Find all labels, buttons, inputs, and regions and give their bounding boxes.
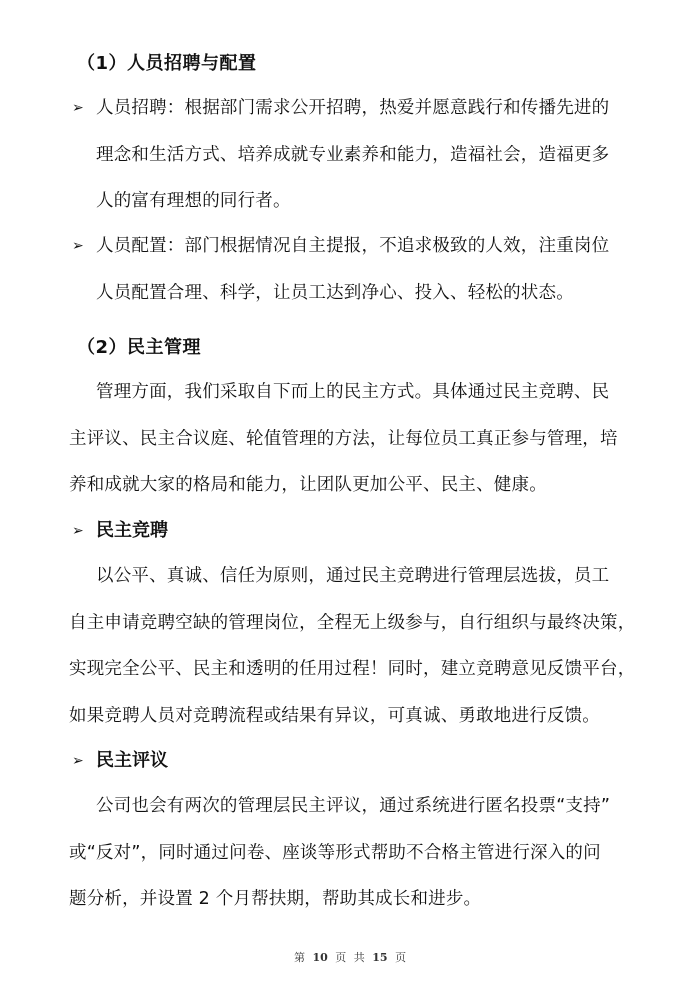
bullet-arrow-icon: ➢ — [72, 100, 84, 116]
section-heading-recruitment: （1）人员招聘与配置 — [77, 53, 257, 74]
text-line: 如果竞聘人员对竞聘流程或结果有异议，可真诚、勇敢地进行反馈。 — [69, 706, 600, 726]
text-line: 实现完全公平、民主和透明的任用过程！同时，建立竞聘意见反馈平台， — [69, 659, 636, 679]
subheading-democratic-evaluation: 民主评议 — [96, 750, 168, 771]
section-heading-democratic-management: （2）民主管理 — [77, 337, 202, 358]
text-line: 管理方面，我们采取自下而上的民主方式。具体通过民主竞聘、民 — [96, 382, 610, 402]
subheading-democratic-election: 民主竞聘 — [96, 520, 168, 541]
text-line: 公司也会有两次的管理层民主评议，通过系统进行匿名投票“支持” — [96, 796, 611, 816]
bullet-arrow-icon: ➢ — [72, 523, 84, 539]
text-line: 以公平、真诚、信任为原则，通过民主竞聘进行管理层选拔，员工 — [96, 566, 610, 586]
text-line: 题分析，并设置 2 个月帮扶期，帮助其成长和进步。 — [69, 889, 482, 909]
current-page-number: 10 — [312, 951, 328, 964]
text-line: 人的富有理想的同行者。 — [96, 191, 291, 211]
footer-prefix: 第 — [293, 951, 305, 964]
text-line: 人员配置合理、科学，让员工达到净心、投入、轻松的状态。 — [96, 283, 574, 303]
text-line: 养和成就大家的格局和能力，让团队更加公平、民主、健康。 — [69, 475, 547, 495]
page-footer — [0, 949, 700, 965]
text-line: 或“反对”，同时通过问卷、座谈等形式帮助不合格主管进行深入的问 — [69, 843, 601, 863]
footer-page-label: 页 — [335, 951, 347, 964]
text-line: 理念和生活方式、培养成就专业素养和能力，造福社会，造福更多 — [96, 145, 610, 165]
bullet-arrow-icon: ➢ — [72, 753, 84, 769]
footer-suffix: 页 — [395, 951, 407, 964]
text-line: 人员配置：部门根据情况自主提报，不追求极致的人效，注重岗位 — [96, 236, 610, 256]
text-line: 自主申请竞聘空缺的管理岗位，全程无上级参与，自行组织与最终决策， — [69, 613, 636, 633]
text-line: 人员招聘：根据部门需求公开招聘，热爱并愿意践行和传播先进的 — [96, 98, 610, 118]
total-page-number: 15 — [372, 951, 388, 964]
footer-total-label: 共 — [353, 951, 365, 964]
text-line: 主评议、民主合议庭、轮值管理的方法，让每位员工真正参与管理，培 — [69, 429, 618, 449]
bullet-arrow-icon: ➢ — [72, 238, 84, 254]
